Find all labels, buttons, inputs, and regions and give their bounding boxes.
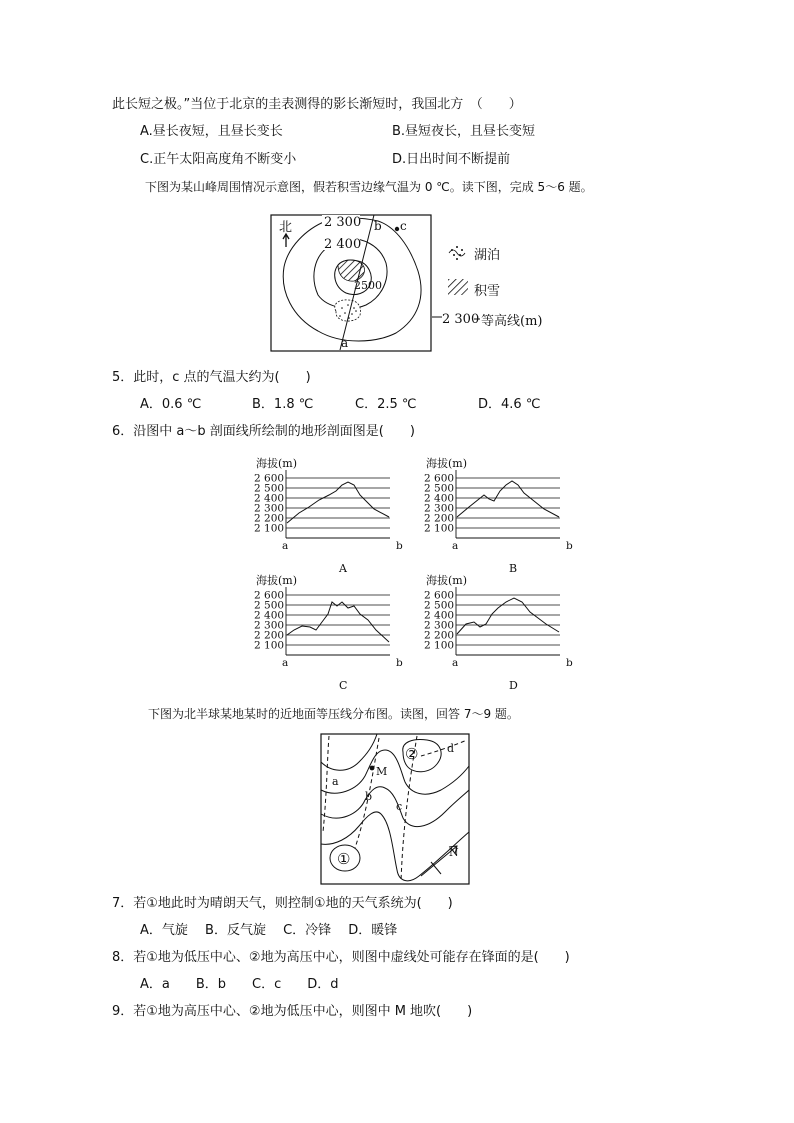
- profile-tick-label: 2 400: [254, 492, 285, 505]
- legend-snow-icon: [448, 279, 468, 295]
- isobar-map: [319, 732, 475, 888]
- profile-x-b: b: [396, 540, 403, 552]
- north-label: 北: [279, 220, 293, 235]
- isobar-1: [321, 734, 377, 770]
- label-m: M: [376, 765, 388, 778]
- profile-chart-b[interactable]: [414, 455, 584, 575]
- q6-stem: 6．沿图中 a～b 剖面线所绘制的地形剖面图是( ): [112, 424, 415, 439]
- q5-option-a[interactable]: A．0.6 ℃: [140, 397, 202, 412]
- point-m: [370, 766, 375, 771]
- profile-tick-label: 2 300: [254, 502, 285, 515]
- q4-option-b[interactable]: B.昼短夜长，且昼长变短: [392, 124, 536, 139]
- q9-stem: 9．若①地为高压中心、②地为低压中心，则图中 M 地吹( ): [112, 1004, 473, 1019]
- profile-tick-label: 2 400: [424, 492, 455, 505]
- intro-7-9: 下图为北半球某地某时的近地面等压线分布图。读图，回答 7～9 题。: [148, 707, 519, 721]
- profile-tick-label: 2 300: [254, 619, 285, 632]
- profile-tick-label: 2 400: [254, 609, 285, 622]
- profile-x-a: a: [282, 657, 289, 669]
- dashed-line-a: [323, 736, 329, 832]
- q5-option-d[interactable]: D．4.6 ℃: [478, 397, 541, 412]
- point-label-a: a: [341, 336, 349, 350]
- legend-lake-icon: [449, 246, 465, 260]
- q8-options[interactable]: A．a B．b C．c D．d: [140, 977, 339, 992]
- isobar-3: [321, 787, 469, 827]
- q5-option-b[interactable]: B．1.8 ℃: [252, 397, 314, 412]
- q5-option-c[interactable]: C．2.5 ℃: [355, 397, 417, 412]
- profile-ylabel: 海拔(m): [256, 574, 298, 587]
- profile-tick-label: 2 500: [424, 599, 455, 612]
- profile-curve-d: [457, 598, 559, 634]
- profile-chart-d[interactable]: [414, 572, 584, 692]
- profile-tick-label: 2 500: [424, 482, 455, 495]
- label-a: a: [332, 775, 339, 788]
- north-arrow-icon: [283, 234, 289, 247]
- q7-options[interactable]: A．气旋 B．反气旋 C．冷锋 D．暖锋: [140, 923, 398, 938]
- q8-stem: 8．若①地为低压中心、②地为高压中心，则图中虚线处可能存在锋面的是( ): [112, 950, 570, 965]
- q5-stem: 5．此时，c 点的气温大约为( ): [112, 370, 311, 385]
- q4-stem: 此长短之极。”当位于北京的圭表测得的影长渐短时，我国北方 （ ）: [112, 97, 522, 112]
- profile-tick-label: 2 600: [254, 589, 285, 602]
- profile-tick-label: 2 200: [424, 629, 455, 642]
- profile-x-b: b: [396, 657, 403, 669]
- profile-tick-label: 2 200: [254, 512, 285, 525]
- profile-ylabel: 海拔(m): [426, 574, 468, 587]
- profile-tick-label: 2 300: [424, 502, 455, 515]
- profile-tick-label: 2 200: [254, 629, 285, 642]
- profile-frame: [254, 456, 403, 575]
- profile-x-a: a: [452, 540, 459, 552]
- point-label-c: c: [400, 219, 407, 233]
- legend-lake-label: 湖泊: [474, 248, 501, 263]
- profile-option-letter: B: [509, 562, 518, 575]
- profile-x-b: b: [566, 540, 573, 552]
- profile-tick-label: 2 100: [424, 639, 455, 652]
- profile-chart-c[interactable]: [244, 572, 414, 692]
- profile-frame: [424, 456, 573, 575]
- label-circle-2: ②: [405, 745, 419, 763]
- profile-tick-label: 2 100: [254, 639, 285, 652]
- profile-option-letter: A: [339, 562, 347, 575]
- profile-curve-c: [287, 602, 389, 642]
- q4-option-a[interactable]: A.昼长夜短，且昼长变长: [140, 124, 283, 139]
- mountain-map: [266, 207, 566, 357]
- q4-option-c[interactable]: C.正午太阳高度角不断变小: [140, 152, 297, 167]
- profile-tick-label: 2 100: [424, 522, 455, 535]
- contour-label-2300: 2 300: [324, 215, 362, 230]
- profile-option-letter: C: [339, 679, 348, 692]
- q7-stem: 7．若①地此时为晴朗天气，则控制①地的天气系统为( ): [112, 896, 453, 911]
- map-frame: [271, 215, 431, 351]
- profile-tick-label: 2 400: [424, 609, 455, 622]
- dashed-line-d: [421, 740, 467, 756]
- profile-tick-label: 2 600: [424, 472, 455, 485]
- legend-contour-label: 等高线(m): [481, 314, 543, 329]
- profile-tick-label: 2 600: [424, 589, 455, 602]
- isobar-2: [321, 750, 469, 794]
- legend-snow-label: 积雪: [474, 284, 501, 299]
- profile-tick-label: 2 600: [254, 472, 285, 485]
- contour-label-2500: 2500: [354, 279, 382, 292]
- contour-label-2400: 2 400: [324, 237, 362, 252]
- label-d: d: [447, 742, 455, 755]
- profile-x-a: a: [452, 657, 459, 669]
- profile-tick-label: 2 500: [254, 599, 285, 612]
- label-c: c: [396, 800, 403, 813]
- profile-ylabel: 海拔(m): [426, 457, 468, 470]
- profile-tick-label: 2 200: [424, 512, 455, 525]
- profile-tick-label: 2 100: [254, 522, 285, 535]
- legend-contour-value: 2 300: [442, 312, 480, 327]
- profile-frame: [424, 573, 573, 692]
- profile-x-b: b: [566, 657, 573, 669]
- point-label-b: b: [374, 219, 382, 233]
- label-b: b: [365, 790, 373, 803]
- profile-tick-label: 2 300: [424, 619, 455, 632]
- label-n: N: [449, 846, 459, 859]
- profile-option-letter: D: [509, 679, 518, 692]
- profile-tick-label: 2 500: [254, 482, 285, 495]
- profile-frame: [254, 573, 403, 692]
- profile-curve-b: [457, 481, 559, 517]
- point-c: [395, 227, 399, 231]
- profile-x-a: a: [282, 540, 289, 552]
- profile-chart-a[interactable]: [244, 455, 414, 575]
- q4-option-d[interactable]: D.日出时间不断提前: [392, 152, 511, 167]
- label-circle-1: ①: [337, 850, 351, 868]
- intro-5-6: 下图为某山峰周围情况示意图，假若积雪边缘气温为 0 ℃。读下图，完成 5～6 题。: [145, 180, 593, 194]
- profile-ylabel: 海拔(m): [256, 457, 298, 470]
